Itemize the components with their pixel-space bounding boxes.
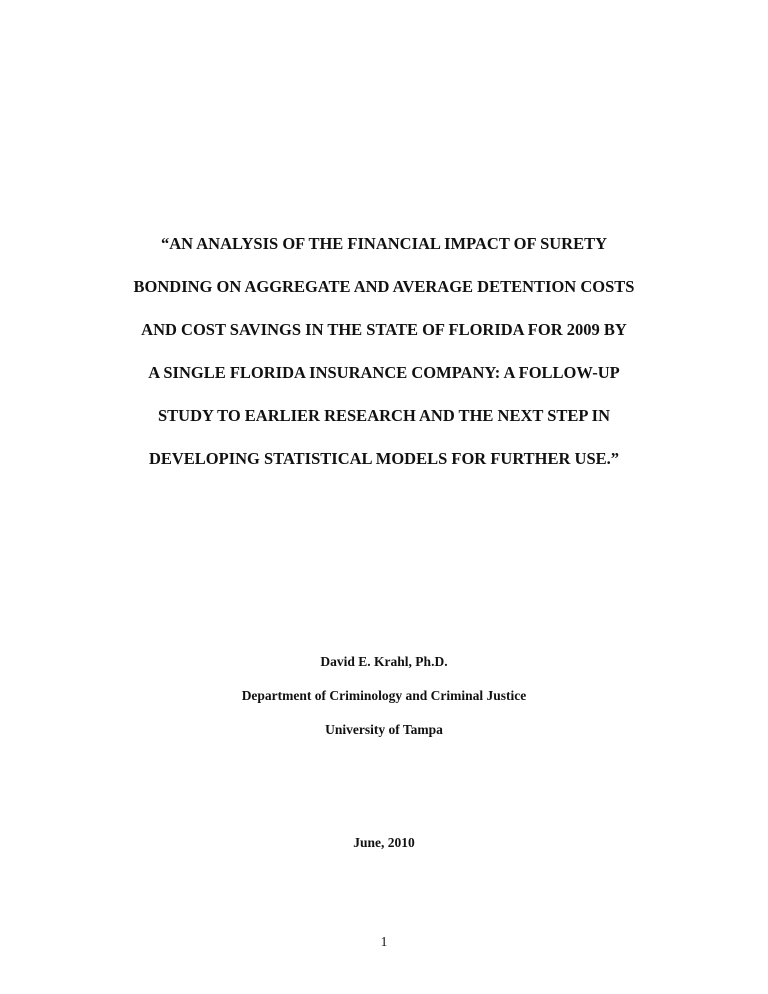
publication-date: June, 2010 xyxy=(353,835,415,850)
institution-name: University of Tampa xyxy=(325,722,443,737)
title-line-4: A SINGLE FLORIDA INSURANCE COMPANY: A FOLLOW-UP xyxy=(148,363,620,382)
title-line-5: STUDY TO EARLIER RESEARCH AND THE NEXT STEP IN xyxy=(157,406,611,425)
author-block xyxy=(0,652,768,754)
page-number: 1 xyxy=(380,934,388,949)
department-name: Department of Criminology and Criminal Justice xyxy=(241,688,527,703)
document-title xyxy=(100,228,668,486)
title-line-6: DEVELOPING STATISTICAL MODELS FOR FURTHER USE.” xyxy=(148,449,620,468)
title-line-3: AND COST SAVINGS IN THE STATE OF FLORIDA FOR 2009 BY xyxy=(141,320,627,339)
title-line-2: BONDING ON AGGREGATE AND AVERAGE DETENTION COSTS xyxy=(133,277,635,296)
author-name: David E. Krahl, Ph.D. xyxy=(320,654,448,669)
title-line-1: “AN ANALYSIS OF THE FINANCIAL IMPACT OF SURETY xyxy=(160,234,608,253)
